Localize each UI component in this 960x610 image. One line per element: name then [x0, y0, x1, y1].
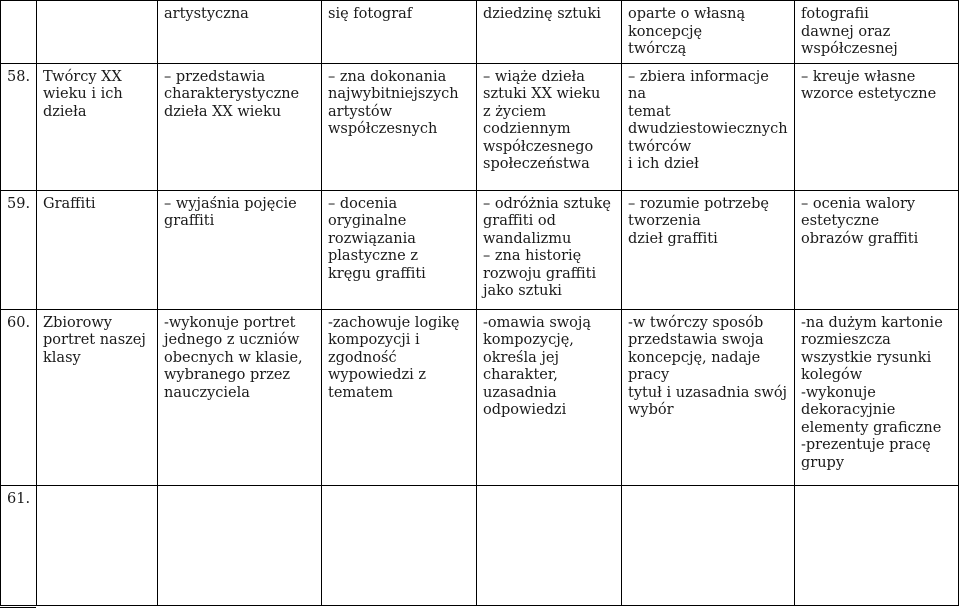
lesson-topic: Twórcy XX wieku i ich dzieła	[37, 63, 158, 190]
cell-topic	[37, 1, 158, 64]
footnote-rule	[0, 607, 36, 608]
table-row-59	[1, 190, 959, 309]
cell-requirement	[795, 1, 959, 64]
cell-requirement	[322, 1, 477, 64]
cell-line: oparte o własną	[628, 6, 746, 22]
lesson-number: 58.	[1, 63, 37, 190]
lesson-topic: Zbiorowy portret naszej klasy	[37, 309, 158, 485]
lesson-number: 59.	[1, 190, 37, 309]
requirement-cell: -wykonuje portret jednego z uczniów obecnych w klasie, wybranego przez nauczyciela	[158, 309, 322, 485]
requirement-cell: -w twórczy sposób przedstawia swoja koncepcję, nadaje pracy tytuł i uzasadnia swój wybór	[622, 309, 795, 485]
cell-line: koncepcję	[628, 23, 703, 40]
requirement-cell	[795, 485, 959, 605]
table-row-58	[1, 63, 959, 190]
cell-requirement	[622, 1, 795, 64]
requirement-cell: – rozumie potrzebę tworzenia dzieł graffiti	[622, 190, 795, 309]
requirement-cell: -zachowuje logikę kompozycji i zgodność wypowiedzi z tematem	[322, 309, 477, 485]
cell-line: artystyczna	[164, 6, 249, 22]
cell-line: fotografii	[801, 6, 869, 22]
requirement-cell: – wiąże dzieła sztuki XX wieku z życiem codziennym współczesnego społeczeństwa	[477, 63, 622, 190]
table-row-60	[1, 309, 959, 485]
cell-requirement	[477, 1, 622, 64]
lesson-topic	[37, 485, 158, 605]
cell-line: współczesnej	[801, 41, 898, 57]
cell-line: się fotograf	[328, 6, 413, 22]
cell-num	[1, 1, 37, 64]
requirement-cell: – zbiera informacje na temat dwudziestowiecznych twórców i ich dzieł	[622, 63, 795, 190]
requirement-cell: – docenia oryginalne rozwiązania plastyczne z kręgu graffiti	[322, 190, 477, 309]
requirement-cell: – ocenia walory estetyczne obrazów graffiti	[795, 190, 959, 309]
lesson-number: 61.	[1, 485, 37, 605]
lesson-topic: Graffiti	[37, 190, 158, 309]
requirement-cell: -na dużym kartonie rozmieszcza wszystkie rysunki kolegów -wykonuje dekoracyjnie elementy graficzne -prezentuje pracę grupy	[795, 309, 959, 485]
requirement-cell: – zna dokonania najwybitniejszych artystów współczesnych	[322, 63, 477, 190]
requirement-cell	[622, 485, 795, 605]
requirement-cell	[158, 485, 322, 605]
requirement-cell	[322, 485, 477, 605]
cell-line: dawnej oraz	[801, 23, 891, 40]
requirement-cell: – kreuje własne wzorce estetyczne	[795, 63, 959, 190]
requirement-cell: – wyjaśnia pojęcie graffiti	[158, 190, 322, 309]
requirement-cell: -omawia swoją kompozycję, określa jej charakter, uzasadnia odpowiedzi	[477, 309, 622, 485]
table-row-continuation	[1, 1, 959, 64]
table-row-61	[1, 485, 959, 605]
cell-requirement	[158, 1, 322, 64]
requirement-cell	[477, 485, 622, 605]
lesson-number: 60.	[1, 309, 37, 485]
requirement-cell: – odróżnia sztukę graffiti od wandalizmu – zna historię rozwoju graffiti jako sztuki	[477, 190, 622, 309]
cell-line: twórczą	[628, 41, 687, 57]
cell-line: dziedzinę sztuki	[483, 6, 601, 22]
requirement-cell: – przedstawia charakterystyczne dzieła XX wieku	[158, 63, 322, 190]
